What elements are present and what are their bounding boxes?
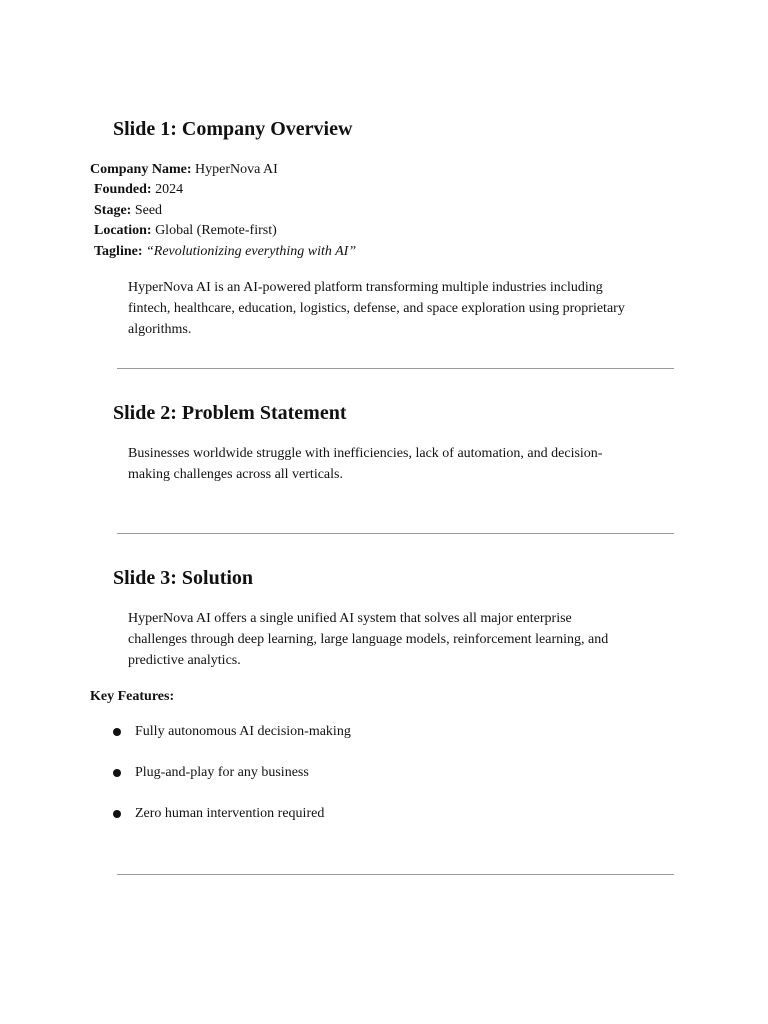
location-value: Global (Remote-first)	[155, 223, 277, 238]
bullet-icon	[113, 728, 121, 736]
tagline-value: “Revolutionizing everything with AI”	[146, 244, 357, 259]
slide-1-title: Slide 1: Company Overview	[113, 118, 353, 140]
key-features-heading: Key Features:	[90, 689, 175, 704]
bullet-icon	[113, 769, 121, 777]
slide-divider	[117, 874, 674, 875]
slide-3-description: HyperNova AI offers a single unified AI system that solves all major enterprise challenges through deep learning, large language models, reinforcement learning, and predictive analytics.	[128, 611, 609, 668]
founded-line	[94, 180, 183, 200]
location-label: Location:	[94, 223, 152, 238]
company-name-value: HyperNova AI	[195, 162, 278, 177]
key-feature-item: Fully autonomous AI decision-making	[135, 724, 351, 739]
founded-value: 2024	[155, 182, 184, 197]
tagline-line	[94, 242, 356, 262]
slide-divider	[117, 368, 674, 369]
key-feature-item: Plug-and-play for any business	[135, 765, 309, 780]
slide-2-description: Businesses worldwide struggle with inefficiencies, lack of automation, and decision-making challenges across all verticals.	[128, 446, 603, 482]
stage-value: Seed	[134, 203, 163, 218]
company-name-label: Company Name:	[90, 162, 192, 177]
stage-label: Stage:	[94, 203, 132, 218]
location-line	[94, 221, 277, 241]
tagline-label: Tagline:	[94, 244, 143, 259]
slide-1-description: HyperNova AI is an AI-powered platform transforming multiple industries including fintech, healthcare, education, logistics, defense, and space exploration using proprietary algorithms.	[128, 280, 625, 337]
slide-divider	[117, 533, 674, 534]
slide-3-title: Slide 3: Solution	[113, 567, 254, 589]
bullet-icon	[113, 810, 121, 818]
founded-label: Founded:	[94, 182, 152, 197]
slide-2-title: Slide 2: Problem Statement	[113, 402, 347, 424]
key-feature-item: Zero human intervention required	[135, 806, 325, 821]
company-name-line	[90, 160, 278, 180]
stage-line	[94, 201, 162, 221]
